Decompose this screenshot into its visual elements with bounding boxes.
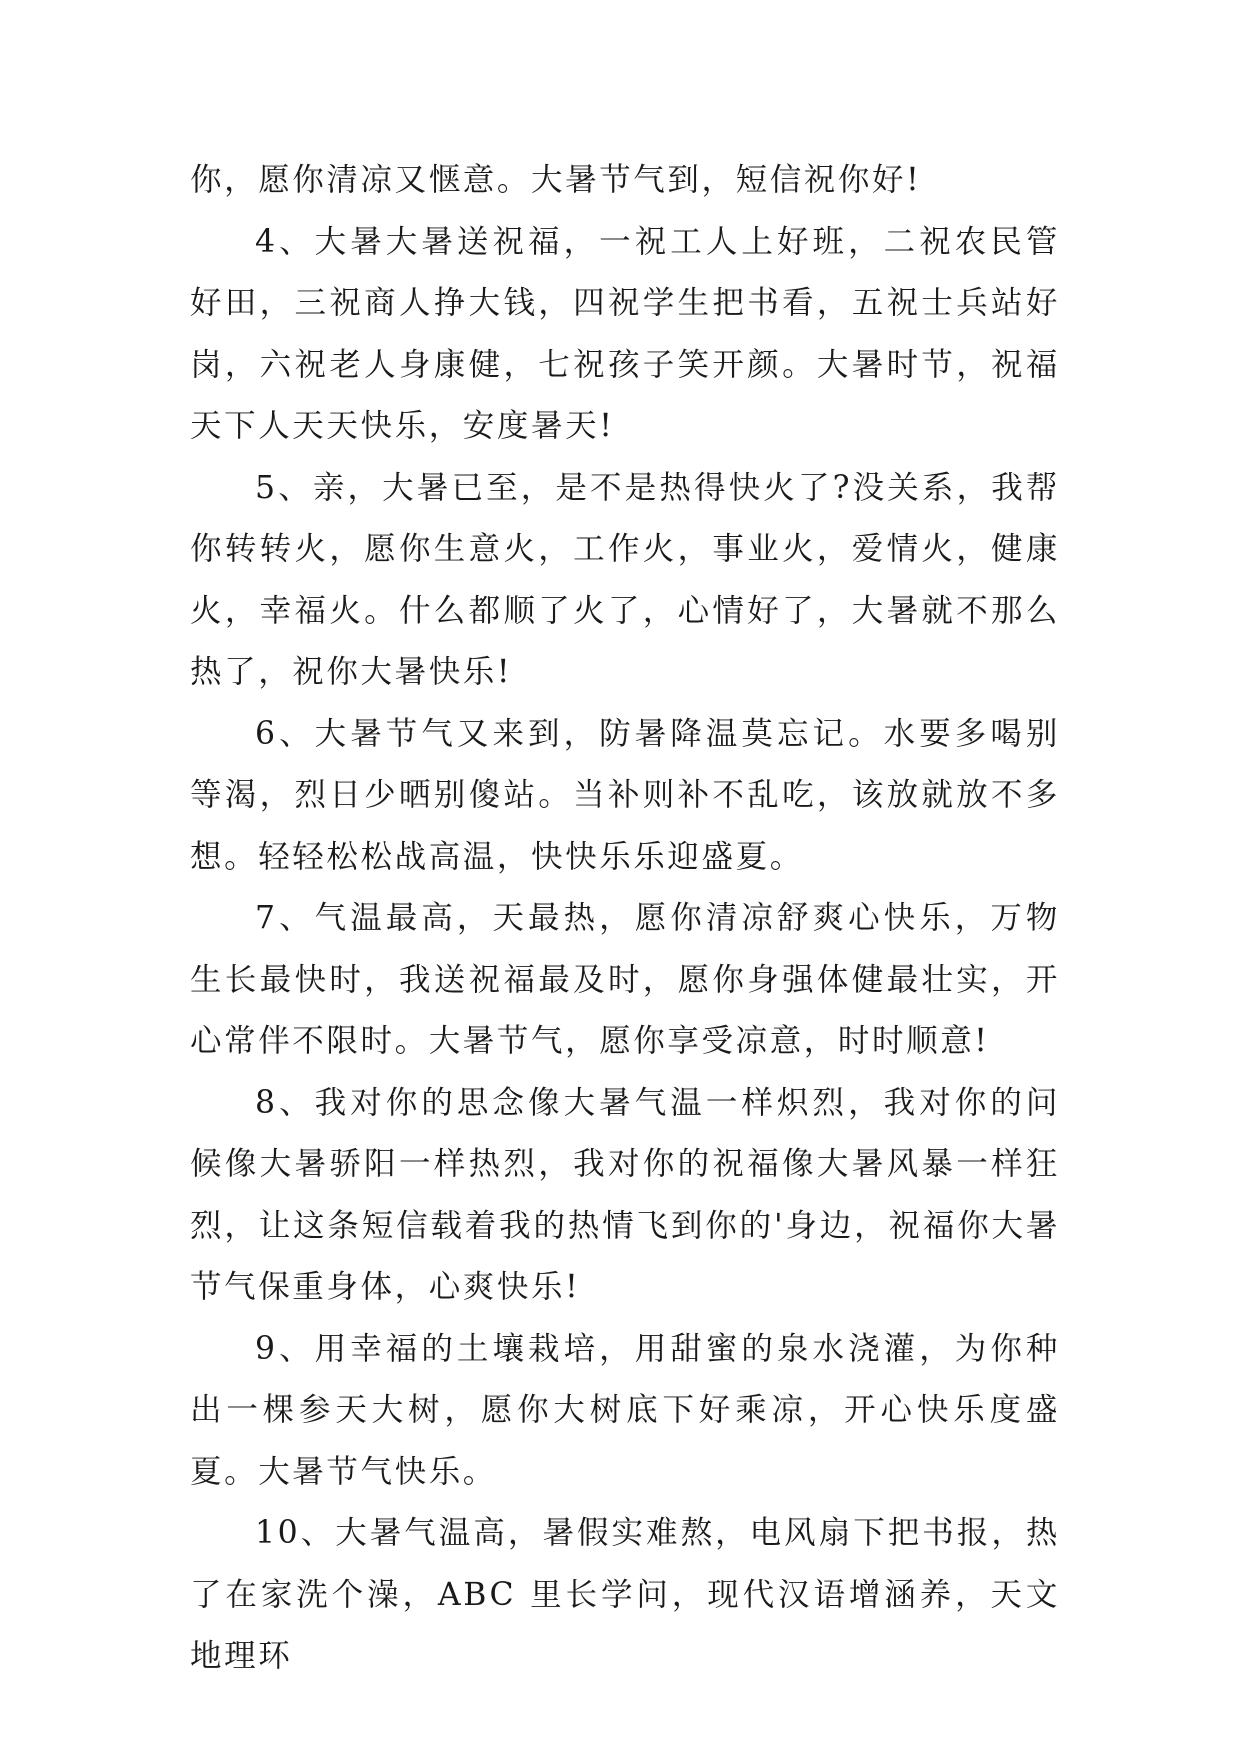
paragraph-item-4: 4、大暑大暑送祝福，一祝工人上好班，二祝农民管好田，三祝商人挣大钱，四祝学生把书看，五祝士兵站好岗，六祝老人身康健，七祝孩子笑开颜。大暑时节，祝福天下人天天快乐，安度暑天! [190, 223, 1060, 444]
paragraph-item-10: 10、大暑气温高，暑假实难熬，电风扇下把书报，热了在家洗个澡，ABC 里长学问，现代汉语增涵养，天文地理环 [190, 1515, 1060, 1674]
document-body [190, 150, 1060, 1688]
paragraph-item-5: 5、亲，大暑已至，是不是热得快火了?没关系，我帮你转转火，愿你生意火，工作火，事业火，爱情火，健康火，幸福火。什么都顺了火了，心情好了，大暑就不那么热了，祝你大暑快乐! [190, 469, 1060, 690]
paragraph-item-8: 8、我对你的思念像大暑气温一样炽烈，我对你的问候像大暑骄阳一样热烈，我对你的祝福像大暑风暴一样狂烈，让这条短信载着我的热情飞到你的'身边，祝福你大暑节气保重身体，心爽快乐! [190, 1084, 1060, 1305]
paragraph-item-6: 6、大暑节气又来到，防暑降温莫忘记。水要多喝别等渴，烈日少晒别傻站。当补则补不乱吃，该放就放不多想。轻轻松松战高温，快快乐乐迎盛夏。 [190, 715, 1060, 875]
paragraph-continuation: 你，愿你清凉又惬意。大暑节气到，短信祝你好! [190, 162, 922, 198]
paragraph-item-9: 9、用幸福的土壤栽培，用甜蜜的泉水浇灌，为你种出一棵参天大树，愿你大树底下好乘凉，开心快乐度盛夏。大暑节气快乐。 [190, 1330, 1060, 1490]
paragraph-item-7: 7、气温最高，天最热，愿你清凉舒爽心快乐，万物生长最快时，我送祝福最及时，愿你身强体健最壮实，开心常伴不限时。大暑节气，愿你享受凉意，时时顺意! [190, 900, 1060, 1059]
